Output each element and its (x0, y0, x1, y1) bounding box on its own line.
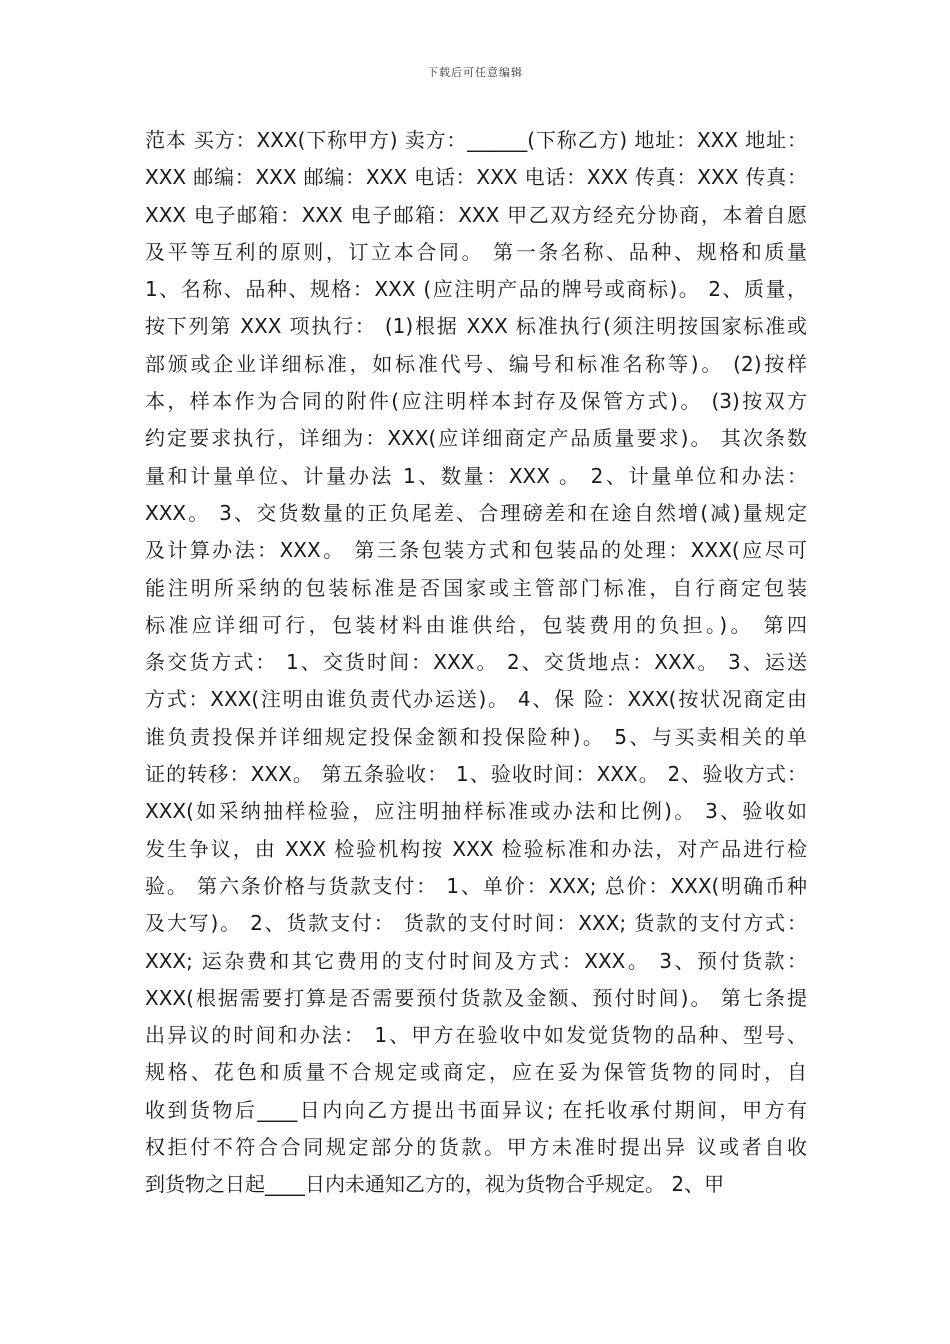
text-line: 条交货方式： 1、交货时间：XXX。 2、交货地点：XXX。 3、运送 (145, 650, 807, 675)
text-line: 出异议的时间和办法： 1、甲方在验收中如发觉货物的品种、型号、 (145, 1023, 807, 1048)
text-line: 能注明所采纳的包装标准是否国家或主管部门标准，自行商定包装 (145, 575, 807, 600)
text-line: 按下列第 XXX 项执行： (1)根据 XXX 标准执行(须注明按国家标准或 (145, 314, 807, 339)
text-line: 约定要求执行，详细为：XXX(应详细商定产品质量要求)。 其次条数 (145, 426, 807, 451)
contract-body (145, 122, 807, 1204)
text-line: 权拒付不符合合同规定部分的货款。甲方未准时提出异 议或者自收 (145, 1135, 807, 1160)
text-line: 1、名称、品种、规格：XXX (应注明产品的牌号或商标)。 2、质量， (145, 277, 807, 302)
text-line: 及计算办法：XXX。 第三条包装方式和包装品的处理：XXX(应尽可 (145, 538, 807, 563)
text-line: 验。 第六条价格与货款支付： 1、单价：XXX; 总价：XXX(明确币种 (145, 873, 807, 898)
text-line: 收到货物后____日内向乙方提出书面异议; 在托收承付期间，甲方有 (145, 1097, 807, 1122)
text-line: XXX 邮编：XXX 邮编：XXX 电话：XXX 电话：XXX 传真：XXX 传真： (145, 165, 807, 190)
text-line: XXX 电子邮箱：XXX 电子邮箱：XXX 甲乙双方经充分协商，本着自愿 (145, 202, 807, 227)
text-line: 及平等互利的原则，订立本合同。 第一条名称、品种、规格和质量 (145, 239, 807, 264)
text-line: 部颁或企业详细标准，如标准代号、编号和标准名称等)。 (2)按样 (145, 351, 807, 376)
text-line: 方式：XXX(注明由谁负责代办运送)。 4、保 险：XXX(按状况商定由 (145, 687, 807, 712)
text-line: 及大写)。 2、货款支付： 货款的支付时间：XXX; 货款的支付方式： (145, 911, 807, 936)
text-line: 量和计量单位、计量办法 1、数量：XXX 。 2、计量单位和办法： (145, 463, 807, 488)
text-line: 规格、花色和质量不合规定或商定，应在妥为保管货物的同时，自 (145, 1060, 807, 1085)
text-line: 发生争议，由 XXX 检验机构按 XXX 检验标准和办法，对产品进行检 (145, 836, 807, 861)
text-line: 标准应详细可行，包装材料由谁供给，包装费用的负担。)。 第四 (145, 612, 807, 637)
text-line: 范本 买方：XXX(下称甲方) 卖方：______(下称乙方) 地址：XXX 地址： (145, 128, 807, 152)
text-line: 谁负责投保并详细规定投保金额和投保险种)。 5、与买卖相关的单 (145, 724, 807, 749)
page-header: 下载后可任意编辑 (427, 66, 523, 79)
text-line: 到货物之日起____日内未通知乙方的，视为货物合乎规定。 2、甲 (145, 1172, 725, 1197)
text-line: XXX。 3、交货数量的正负尾差、合理磅差和在途自然增(减)量规定 (145, 500, 807, 525)
text-line: 证的转移：XXX。 第五条验收： 1、验收时间：XXX。 2、验收方式： (145, 762, 807, 787)
text-line: XXX(根据需要打算是否需要预付货款及金额、预付时间)。 第七条提 (145, 985, 807, 1010)
text-line: 本，样本作为合同的附件(应注明样本封存及保管方式)。 (3)按双方 (145, 389, 807, 414)
text-line: XXX; 运杂费和其它费用的支付时间及方式：XXX。 3、预付货款： (145, 948, 807, 973)
text-line: XXX(如采纳抽样检验，应注明抽样标准或办法和比例)。 3、验收如 (145, 799, 807, 824)
